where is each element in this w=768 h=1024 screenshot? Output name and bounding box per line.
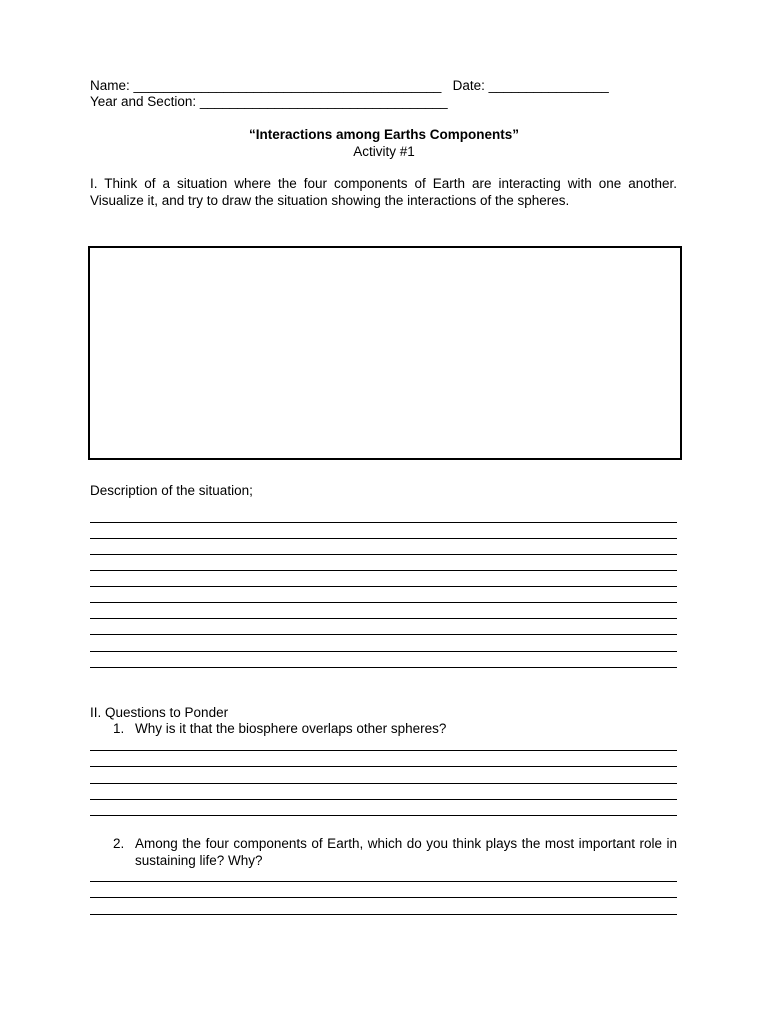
answer-line[interactable] (90, 897, 677, 898)
question-number: 2. (113, 836, 125, 851)
question-number: 1. (113, 721, 125, 736)
question-text: Why is it that the biosphere overlaps other spheres? (135, 721, 447, 736)
answer-line[interactable] (90, 570, 677, 571)
answer-line[interactable] (90, 554, 677, 555)
answer-line[interactable] (90, 634, 677, 635)
answer-line[interactable] (90, 783, 677, 784)
answer-line[interactable] (90, 586, 677, 587)
activity-number: Activity #1 (353, 144, 415, 159)
question-text: Among the four components of Earth, which do you think plays the most important role in sustaining life? Why? (135, 836, 677, 868)
answer-line[interactable] (90, 522, 677, 523)
part1-instruction: I. Think of a situation where the four components of Earth are interacting with one another. Visualize it, and try to draw the situation showing the interactions of the spheres. (90, 176, 677, 208)
answer-line[interactable] (90, 766, 677, 767)
part2-heading: II. Questions to Ponder (90, 705, 229, 720)
answer-line[interactable] (90, 750, 677, 751)
drawing-box[interactable] (88, 246, 682, 460)
worksheet-title: “Interactions among Earths Components” (248, 127, 520, 142)
answer-line[interactable] (90, 799, 677, 800)
description-label: Description of the situation; (90, 483, 253, 498)
name-date-row: Name: _________________________________________ Date: ________________ (90, 78, 609, 93)
answer-line[interactable] (90, 618, 677, 619)
answer-line[interactable] (90, 914, 677, 915)
year-section-row: Year and Section: _________________________________ (90, 94, 448, 109)
answer-line[interactable] (90, 881, 677, 882)
answer-line[interactable] (90, 651, 677, 652)
answer-line[interactable] (90, 815, 677, 816)
answer-line[interactable] (90, 602, 677, 603)
answer-line[interactable] (90, 667, 677, 668)
answer-line[interactable] (90, 538, 677, 539)
